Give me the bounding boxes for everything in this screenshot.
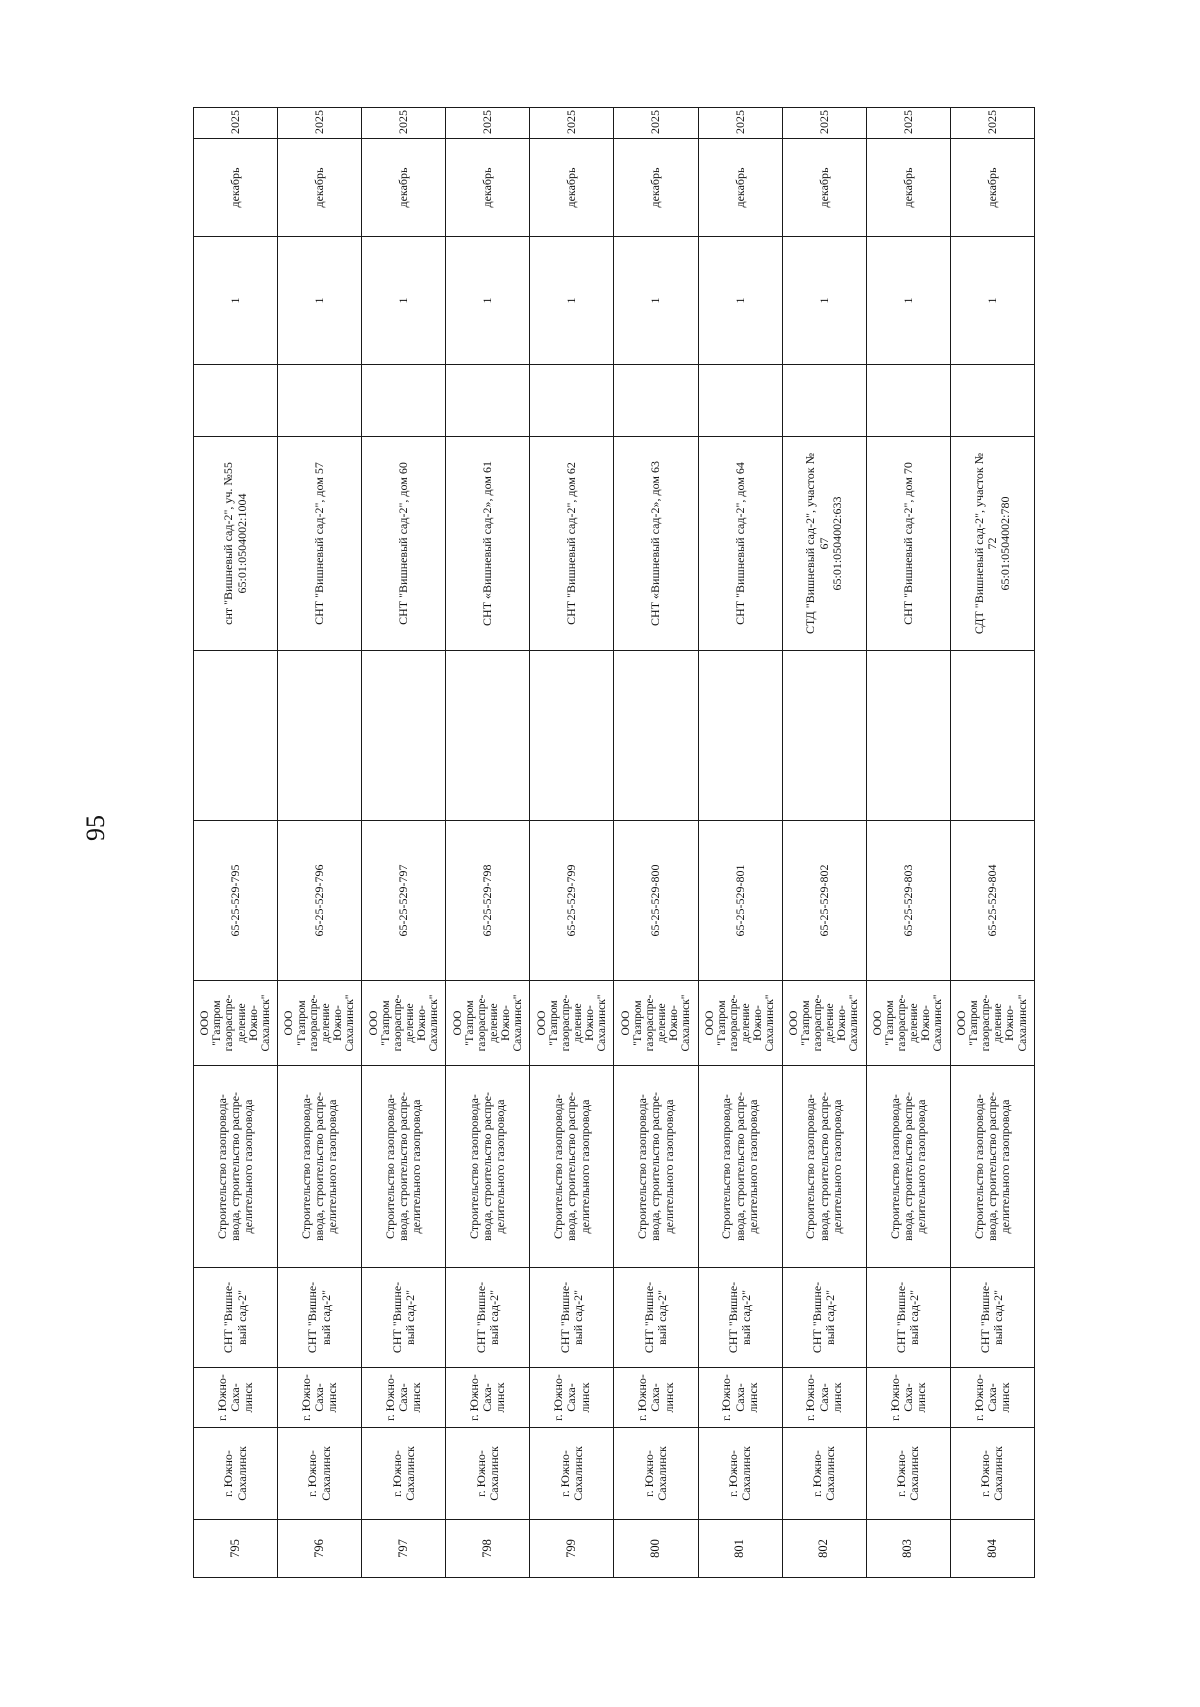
cell-work-description: Строительство газопровода- ввода, строительство распре- делительного газопровода <box>530 1066 614 1268</box>
cell-registry-code: 65-25-529-804 <box>950 821 1034 981</box>
cell-month: декабрь <box>950 139 1034 237</box>
table-row <box>530 108 614 1578</box>
cell-empty-cell <box>698 651 782 821</box>
cell-gas-operator: ООО "Газпром газораспре- деление Южно- Сахалинск" <box>614 981 698 1066</box>
cell-work-description: Строительство газопровода- ввода, строительство распре- делительного газопровода <box>614 1066 698 1268</box>
cell-quantity: 1 <box>698 237 782 365</box>
cell-organization: СНТ "Вишне- вый сад-2" <box>614 1268 698 1368</box>
cell-year: 2025 <box>614 108 698 139</box>
table-row <box>446 108 530 1578</box>
cell-quantity: 1 <box>278 237 362 365</box>
cell-empty-cell <box>194 365 278 437</box>
cell-gas-operator: ООО "Газпром газораспре- деление Южно- Сахалинск" <box>194 981 278 1066</box>
cell-empty-cell <box>950 651 1034 821</box>
cell-month: декабрь <box>446 139 530 237</box>
cell-quantity: 1 <box>950 237 1034 365</box>
cell-district: г. Южно- Сахалинск <box>698 1428 782 1520</box>
cell-year: 2025 <box>950 108 1034 139</box>
cell-year: 2025 <box>866 108 950 139</box>
cell-row-number: 802 <box>782 1520 866 1578</box>
cell-empty-cell <box>362 365 446 437</box>
cell-row-number: 798 <box>446 1520 530 1578</box>
cell-work-description: Строительство газопровода- ввода, строительство распре- делительного газопровода <box>866 1066 950 1268</box>
cell-gas-operator: ООО "Газпром газораспре- деление Южно- Сахалинск" <box>698 981 782 1066</box>
cell-work-description: Строительство газопровода- ввода, строительство распре- делительного газопровода <box>950 1066 1034 1268</box>
cell-city: г. Южно- Саха- линск <box>446 1368 530 1428</box>
cell-city: г. Южно- Саха- линск <box>950 1368 1034 1428</box>
cell-empty-cell <box>278 365 362 437</box>
cell-registry-code: 65-25-529-803 <box>866 821 950 981</box>
cell-registry-code: 65-25-529-797 <box>362 821 446 981</box>
cell-city: г. Южно- Саха- линск <box>194 1368 278 1428</box>
cell-row-number: 800 <box>614 1520 698 1578</box>
cell-work-description: Строительство газопровода- ввода, строительство распре- делительного газопровода <box>446 1066 530 1268</box>
cell-row-number: 797 <box>362 1520 446 1578</box>
cell-month: декабрь <box>194 139 278 237</box>
cell-registry-code: 65-25-529-796 <box>278 821 362 981</box>
cell-row-number: 803 <box>866 1520 950 1578</box>
cell-empty-cell <box>782 651 866 821</box>
table-row <box>278 108 362 1578</box>
cell-month: декабрь <box>530 139 614 237</box>
cell-empty-cell <box>950 365 1034 437</box>
cell-gas-operator: ООО "Газпром газораспре- деление Южно- Сахалинск" <box>362 981 446 1066</box>
cell-month: декабрь <box>782 139 866 237</box>
cell-row-number: 801 <box>698 1520 782 1578</box>
cell-object-address: СНТ «Вишневый сад-2», дом 63 <box>614 437 698 651</box>
cell-year: 2025 <box>782 108 866 139</box>
cell-empty-cell <box>866 365 950 437</box>
cell-empty-cell <box>530 365 614 437</box>
table-row <box>614 108 698 1578</box>
cell-empty-cell <box>614 651 698 821</box>
cell-quantity: 1 <box>614 237 698 365</box>
cell-empty-cell <box>782 365 866 437</box>
cell-quantity: 1 <box>362 237 446 365</box>
cell-quantity: 1 <box>194 237 278 365</box>
cell-gas-operator: ООО "Газпром газораспре- деление Южно- Сахалинск" <box>950 981 1034 1066</box>
cell-city: г. Южно- Саха- линск <box>866 1368 950 1428</box>
cell-organization: СНТ "Вишне- вый сад-2" <box>362 1268 446 1368</box>
cell-object-address: СНТ "Вишневый сад-2", дом 70 <box>866 437 950 651</box>
cell-empty-cell <box>446 651 530 821</box>
cell-organization: СНТ "Вишне- вый сад-2" <box>194 1268 278 1368</box>
cell-district: г. Южно- Сахалинск <box>530 1428 614 1520</box>
cell-quantity: 1 <box>866 237 950 365</box>
cell-registry-code: 65-25-529-802 <box>782 821 866 981</box>
gas-connection-registry-table <box>193 107 1035 1578</box>
cell-empty-cell <box>362 651 446 821</box>
cell-row-number: 804 <box>950 1520 1034 1578</box>
cell-year: 2025 <box>278 108 362 139</box>
cell-city: г. Южно- Саха- линск <box>362 1368 446 1428</box>
cell-month: декабрь <box>866 139 950 237</box>
cell-quantity: 1 <box>782 237 866 365</box>
cell-object-address: СНТ "Вишневый сад-2", дом 57 <box>278 437 362 651</box>
cell-city: г. Южно- Саха- линск <box>530 1368 614 1428</box>
table-row <box>194 108 278 1578</box>
cell-work-description: Строительство газопровода- ввода, строительство распре- делительного газопровода <box>362 1066 446 1268</box>
cell-registry-code: 65-25-529-798 <box>446 821 530 981</box>
cell-object-address: СТД "Вишневый сад-2", участок № 67 65:01:0504002:633 <box>782 437 866 651</box>
cell-registry-code: 65-25-529-795 <box>194 821 278 981</box>
cell-year: 2025 <box>530 108 614 139</box>
cell-organization: СНТ "Вишне- вый сад-2" <box>278 1268 362 1368</box>
cell-month: декабрь <box>614 139 698 237</box>
cell-year: 2025 <box>698 108 782 139</box>
table-row <box>362 108 446 1578</box>
cell-district: г. Южно- Сахалинск <box>278 1428 362 1520</box>
cell-row-number: 799 <box>530 1520 614 1578</box>
cell-work-description: Строительство газопровода- ввода, строительство распре- делительного газопровода <box>194 1066 278 1268</box>
cell-organization: СНТ "Вишне- вый сад-2" <box>698 1268 782 1368</box>
cell-registry-code: 65-25-529-800 <box>614 821 698 981</box>
cell-quantity: 1 <box>446 237 530 365</box>
cell-district: г. Южно- Сахалинск <box>362 1428 446 1520</box>
rotated-table-wrapper <box>193 108 1035 1578</box>
page-number: 95 <box>81 815 110 841</box>
cell-organization: СНТ "Вишне- вый сад-2" <box>782 1268 866 1368</box>
cell-work-description: Строительство газопровода- ввода, строительство распре- делительного газопровода <box>782 1066 866 1268</box>
cell-empty-cell <box>614 365 698 437</box>
cell-organization: СНТ "Вишне- вый сад-2" <box>950 1268 1034 1368</box>
cell-month: декабрь <box>698 139 782 237</box>
cell-city: г. Южно- Саха- линск <box>782 1368 866 1428</box>
cell-month: декабрь <box>278 139 362 237</box>
table-row <box>782 108 866 1578</box>
cell-year: 2025 <box>194 108 278 139</box>
cell-organization: СНТ "Вишне- вый сад-2" <box>530 1268 614 1368</box>
cell-object-address: СНТ "Вишневый сад-2", дом 60 <box>362 437 446 651</box>
cell-district: г. Южно- Сахалинск <box>614 1428 698 1520</box>
cell-city: г. Южно- Саха- линск <box>698 1368 782 1428</box>
cell-month: декабрь <box>362 139 446 237</box>
cell-gas-operator: ООО "Газпром газораспре- деление Южно- Сахалинск" <box>446 981 530 1066</box>
cell-gas-operator: ООО "Газпром газораспре- деление Южно- Сахалинск" <box>530 981 614 1066</box>
cell-district: г. Южно- Сахалинск <box>194 1428 278 1520</box>
cell-object-address: СДТ "Вишневый сад-2", участок № 72 65:01:0504002:780 <box>950 437 1034 651</box>
cell-empty-cell <box>194 651 278 821</box>
cell-registry-code: 65-25-529-801 <box>698 821 782 981</box>
table-body <box>194 108 1035 1578</box>
cell-organization: СНТ "Вишне- вый сад-2" <box>866 1268 950 1368</box>
cell-year: 2025 <box>446 108 530 139</box>
cell-row-number: 795 <box>194 1520 278 1578</box>
cell-empty-cell <box>866 651 950 821</box>
cell-city: г. Южно- Саха- линск <box>278 1368 362 1428</box>
cell-quantity: 1 <box>530 237 614 365</box>
cell-work-description: Строительство газопровода- ввода, строительство распре- делительного газопровода <box>698 1066 782 1268</box>
cell-district: г. Южно- Сахалинск <box>866 1428 950 1520</box>
table-row <box>950 108 1034 1578</box>
cell-gas-operator: ООО "Газпром газораспре- деление Южно- Сахалинск" <box>782 981 866 1066</box>
cell-organization: СНТ "Вишне- вый сад-2" <box>446 1268 530 1368</box>
cell-empty-cell <box>446 365 530 437</box>
cell-object-address: СНТ "Вишневый сад-2", дом 62 <box>530 437 614 651</box>
cell-object-address: СНТ «Вишневый сад-2», дом 61 <box>446 437 530 651</box>
cell-gas-operator: ООО "Газпром газораспре- деление Южно- Сахалинск" <box>866 981 950 1066</box>
cell-city: г. Южно- Саха- линск <box>614 1368 698 1428</box>
cell-object-address: снт "Вишневый сад-2", уч. №55 65:01:0504002:1004 <box>194 437 278 651</box>
cell-district: г. Южно- Сахалинск <box>950 1428 1034 1520</box>
cell-gas-operator: ООО "Газпром газораспре- деление Южно- Сахалинск" <box>278 981 362 1066</box>
table-row <box>866 108 950 1578</box>
cell-work-description: Строительство газопровода- ввода, строительство распре- делительного газопровода <box>278 1066 362 1268</box>
cell-year: 2025 <box>362 108 446 139</box>
cell-empty-cell <box>698 365 782 437</box>
cell-object-address: СНТ "Вишневый сад-2", дом 64 <box>698 437 782 651</box>
cell-district: г. Южно- Сахалинск <box>782 1428 866 1520</box>
cell-empty-cell <box>278 651 362 821</box>
cell-district: г. Южно- Сахалинск <box>446 1428 530 1520</box>
table-row <box>698 108 782 1578</box>
cell-empty-cell <box>530 651 614 821</box>
cell-registry-code: 65-25-529-799 <box>530 821 614 981</box>
cell-row-number: 796 <box>278 1520 362 1578</box>
